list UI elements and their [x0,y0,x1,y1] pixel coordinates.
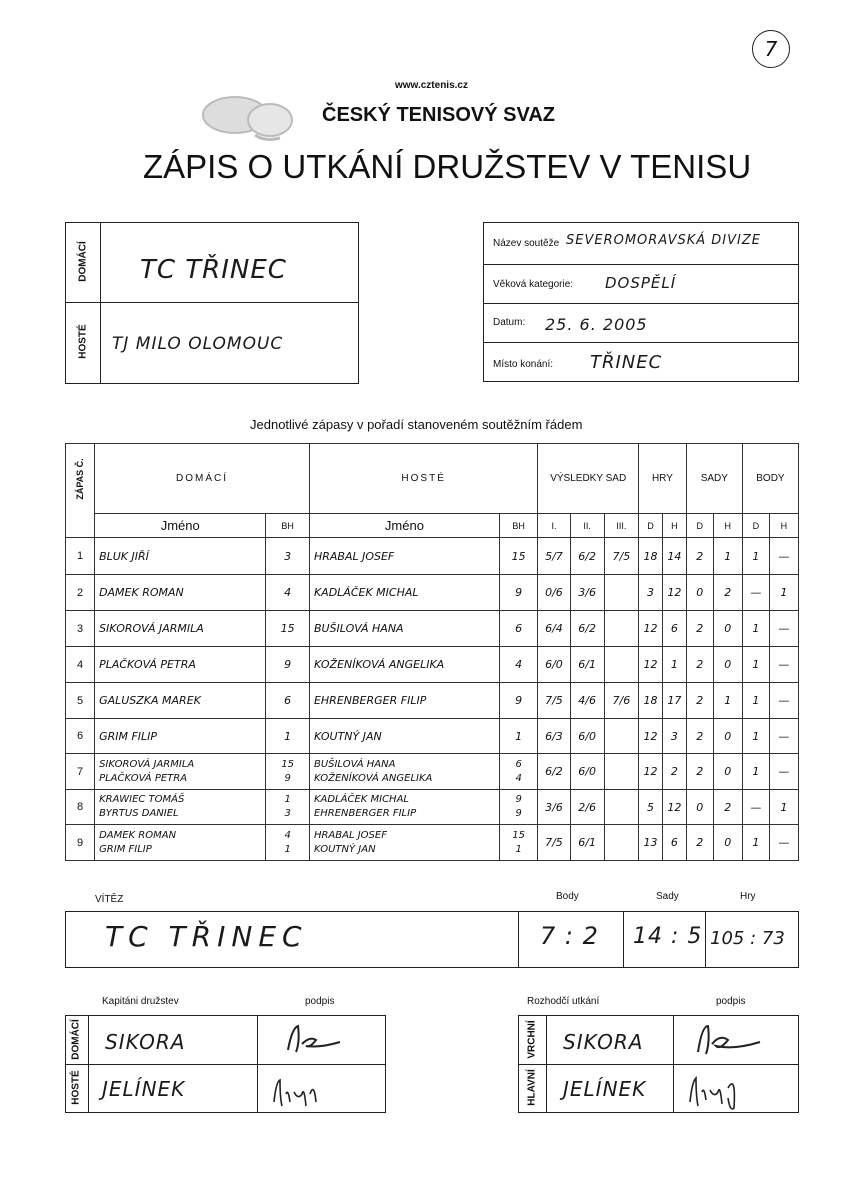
referees-sign-label: podpis [716,996,746,1007]
set3-score: 7/6 [604,683,638,719]
home-player [95,790,266,825]
guest-player: HRABAL JOSEF [309,538,499,575]
guest-player-line2: EHRENBERGER FILIP [313,808,417,819]
home-player [95,825,266,861]
table-row [66,754,799,790]
category-value: DOSPĚLÍ [605,274,677,292]
subheader-points-d: D [742,514,769,538]
set1-score: 3/6 [538,790,570,825]
games-guest: 6 [662,825,686,861]
match-number: 1 [66,538,95,575]
winner-divider-2 [623,911,624,968]
info-divider-3 [483,342,799,343]
guest-bh [499,825,537,861]
home-bh: 9 [266,647,310,683]
home-player-line1: SIKOROVÁ JARMILA [99,758,195,770]
matches-table [65,443,799,861]
set2-score: 6/1 [570,825,604,861]
games-guest: 12 [662,575,686,611]
guest-player-line1: BUŠILOVÁ HANA [313,758,396,770]
guest-bh-line2: 4 [515,772,522,784]
captain-guest-signature [268,1072,338,1117]
points-home: 1 [742,538,769,575]
set2-score: 3/6 [570,575,604,611]
games-value: 105 : 73 [710,928,785,949]
header-guest: HOSTÉ [309,444,537,514]
subheader-home-bh: BH [266,514,310,538]
guest-bh: 6 [499,611,537,647]
header-home: DOMÁCÍ [95,444,310,514]
subheader-points-h: H [769,514,798,538]
organization-name: ČESKÝ TENISOVÝ SVAZ [322,104,556,126]
header-games: HRY [639,444,687,514]
set3-score [604,825,638,861]
sets-home: 2 [686,719,713,754]
home-bh: 3 [266,538,310,575]
guest-player [309,790,499,825]
points-home: 1 [742,825,769,861]
set1-score: 6/3 [538,719,570,754]
games-guest: 17 [662,683,686,719]
table-row [66,611,799,647]
captains-divider-h [65,1064,386,1065]
home-bh-line2: 9 [284,772,291,784]
home-bh-line2: 1 [284,843,291,855]
guest-bh: 9 [499,575,537,611]
sets-guest: 2 [713,790,742,825]
referee-chief-label: HLAVNÍ [526,1069,538,1106]
subheader-set1: I. [538,514,570,538]
guest-bh: 1 [499,719,537,754]
cts-logo [195,90,305,145]
points-home: — [742,575,769,611]
sets-guest: 0 [713,754,742,790]
subheader-games-d: D [639,514,663,538]
set2-score: 6/1 [570,647,604,683]
table-row [66,647,799,683]
points-guest: 1 [769,790,798,825]
referee-chief-signature [684,1068,764,1117]
set2-score: 6/0 [570,754,604,790]
guest-player-line2: KOUTNÝ JAN [313,843,376,855]
teams-box [65,222,359,384]
table-row [66,825,799,861]
points-home: — [742,790,769,825]
table-row [66,538,799,575]
referee-main-name: SIKORA [563,1030,644,1054]
home-player: DAMEK ROMAN [95,575,266,611]
sets-home: 2 [686,538,713,575]
subheader-set3: III. [604,514,638,538]
set1-score: 6/4 [538,611,570,647]
sets-home: 2 [686,683,713,719]
home-bh: 15 [266,611,310,647]
guest-bh-line1: 9 [515,794,522,805]
guest-player: KOUTNÝ JAN [309,719,499,754]
sets-guest: 2 [713,575,742,611]
home-player-line1: KRAWIEC TOMÁŠ [99,794,185,805]
set2-score: 4/6 [570,683,604,719]
sets-guest: 1 [713,538,742,575]
guest-player [309,754,499,790]
home-bh [266,790,310,825]
place-label: Místo konání: [493,359,554,370]
games-home: 12 [639,611,663,647]
set3-score [604,647,638,683]
home-team-label: DOMÁCÍ [77,241,89,282]
set3-score [604,754,638,790]
winner-value: TC TŘINEC [105,920,308,953]
winner-divider-3 [705,911,706,968]
set3-score [604,611,638,647]
points-guest: — [769,538,798,575]
captain-guest-label: HOSTÉ [70,1070,82,1105]
sets-guest: 0 [713,719,742,754]
set3-score [604,575,638,611]
games-home: 13 [639,825,663,861]
guest-bh-line1: 15 [512,829,526,841]
referees-divider-v2 [673,1015,674,1113]
sets-guest: 0 [713,611,742,647]
points-home: 1 [742,647,769,683]
sets-home: 2 [686,647,713,683]
referee-chief-name: JELÍNEK [563,1077,647,1101]
points-value: 7 : 2 [540,922,599,950]
points-home: 1 [742,719,769,754]
set3-score: 7/5 [604,538,638,575]
points-guest: — [769,754,798,790]
points-guest: 1 [769,575,798,611]
captains-sign-label: podpis [305,996,335,1007]
match-number: 4 [66,647,95,683]
points-label: Body [556,891,579,902]
header-points: BODY [742,444,798,514]
table-row [66,683,799,719]
set2-score: 6/2 [570,538,604,575]
sets-label: Sady [656,891,679,902]
competition-label: Název soutěže [493,238,560,249]
page-title: ZÁPIS O UTKÁNÍ DRUŽSTEV V TENISU [143,148,752,185]
guest-team-name: TJ MILO OLOMOUC [112,334,284,354]
games-guest: 12 [662,790,686,825]
sets-home: 0 [686,790,713,825]
guest-player: EHRENBERGER FILIP [309,683,499,719]
guest-bh [499,790,537,825]
games-home: 12 [639,754,663,790]
set1-score: 7/5 [538,683,570,719]
captain-home-signature [280,1022,350,1063]
points-guest: — [769,647,798,683]
games-guest: 6 [662,611,686,647]
games-guest: 1 [662,647,686,683]
home-player-line2: BYRTUS DANIEL [99,808,179,819]
guest-player: BUŠILOVÁ HANA [309,611,499,647]
games-home: 12 [639,647,663,683]
home-bh-line1: 1 [284,794,291,805]
points-home: 1 [742,683,769,719]
games-guest: 3 [662,719,686,754]
captains-divider-v1 [88,1015,89,1113]
games-guest: 2 [662,754,686,790]
games-label: Hry [740,891,756,902]
set2-score: 6/2 [570,611,604,647]
home-player [95,754,266,790]
points-guest: — [769,611,798,647]
matches-heading: Jednotlivé zápasy v pořadí stanoveném soutěžním řádem [250,417,583,432]
captain-guest-name: JELÍNEK [102,1077,186,1101]
home-bh-line2: 3 [284,808,291,819]
points-guest: — [769,825,798,861]
captain-home-label: DOMÁCÍ [70,1019,82,1060]
guest-bh-line1: 6 [515,758,522,770]
captains-divider-v2 [257,1015,258,1113]
guest-bh: 15 [499,538,537,575]
guest-player: KOŽENÍKOVÁ ANGELIKA [309,647,499,683]
teams-label-divider [100,222,101,384]
set1-score: 7/5 [538,825,570,861]
home-bh [266,825,310,861]
home-player: GRIM FILIP [95,719,266,754]
date-value: 25. 6. 2005 [545,315,648,334]
guest-player-line2: KOŽENÍKOVÁ ANGELIKA [313,772,433,784]
info-divider-1 [483,264,799,265]
table-row [66,719,799,754]
points-guest: — [769,719,798,754]
referees-divider-h [518,1064,799,1065]
home-bh: 1 [266,719,310,754]
guest-bh [499,754,537,790]
points-guest: — [769,683,798,719]
guest-player-line1: KADLÁČEK MICHAL [313,794,409,805]
guest-player: KADLÁČEK MICHAL [309,575,499,611]
referees-divider-v1 [546,1015,547,1113]
games-home: 18 [639,538,663,575]
winner-divider-1 [518,911,519,968]
match-number: 2 [66,575,95,611]
guest-bh: 9 [499,683,537,719]
home-bh-line1: 4 [284,829,291,841]
points-home: 1 [742,754,769,790]
set1-score: 5/7 [538,538,570,575]
match-number: 8 [66,790,95,825]
info-divider-2 [483,303,799,304]
match-number: 9 [66,825,95,861]
sets-guest: 1 [713,683,742,719]
home-bh [266,754,310,790]
home-player-line2: GRIM FILIP [99,843,152,855]
subheader-guest-bh: BH [499,514,537,538]
home-player: PLAČKOVÁ PETRA [95,647,266,683]
table-row [66,575,799,611]
category-label: Věková kategorie: [493,279,574,290]
home-bh: 4 [266,575,310,611]
sets-home: 2 [686,754,713,790]
set1-score: 6/2 [538,754,570,790]
guest-bh-line2: 9 [515,808,522,819]
sets-home: 0 [686,575,713,611]
captains-label: Kapitáni družstev [102,996,179,1007]
set1-score: 6/0 [538,647,570,683]
guest-player-line1: HRABAL JOSEF [313,829,387,841]
referee-main-label: VRCHNÍ [526,1020,538,1059]
guest-bh-line2: 1 [515,843,522,855]
sets-home: 2 [686,611,713,647]
games-home: 12 [639,719,663,754]
header-match-no: ZÁPAS Č. [66,444,95,538]
home-player: GALUSZKA MAREK [95,683,266,719]
captain-home-name: SIKORA [105,1030,186,1054]
place-value: TŘINEC [590,352,663,373]
match-number: 5 [66,683,95,719]
set2-score: 2/6 [570,790,604,825]
games-home: 18 [639,683,663,719]
subheader-home-name: Jméno [95,514,266,538]
subheader-sets-d: D [686,514,713,538]
subheader-set2: II. [570,514,604,538]
games-guest: 14 [662,538,686,575]
points-home: 1 [742,611,769,647]
referees-label: Rozhodčí utkání [527,996,600,1007]
home-bh-line1: 15 [281,758,295,770]
subheader-sets-h: H [713,514,742,538]
sets-home: 2 [686,825,713,861]
home-player: BLUK JIŘÍ [95,538,266,575]
match-number: 7 [66,754,95,790]
table-row [66,790,799,825]
date-label: Datum: [493,317,526,328]
header-sets: SADY [686,444,742,514]
home-player: SIKOROVÁ JARMILA [95,611,266,647]
teams-divider [65,302,359,303]
subheader-games-h: H [662,514,686,538]
games-home: 5 [639,790,663,825]
match-number: 3 [66,611,95,647]
guest-player [309,825,499,861]
header-results: VÝSLEDKY SAD [538,444,639,514]
match-number: 6 [66,719,95,754]
home-player-line1: DAMEK ROMAN [99,829,177,841]
sets-guest: 0 [713,825,742,861]
sets-value: 14 : 5 [633,924,703,949]
subheader-guest-name: Jméno [309,514,499,538]
home-bh: 6 [266,683,310,719]
winner-label: VÍTĚZ [95,894,124,905]
competition-value: SEVEROMORAVSKÁ DIVIZE [566,233,761,248]
set3-score [604,790,638,825]
website-url: www.cztenis.cz [395,80,468,91]
home-team-name: TC TŘINEC [140,255,287,285]
set2-score: 6/0 [570,719,604,754]
set1-score: 0/6 [538,575,570,611]
home-player-line2: PLAČKOVÁ PETRA [99,772,188,784]
set3-score [604,719,638,754]
page-number: 7 [752,30,790,68]
referee-main-signature [690,1022,770,1063]
sets-guest: 0 [713,647,742,683]
games-home: 3 [639,575,663,611]
guest-team-label: HOSTÉ [77,324,89,359]
guest-bh: 4 [499,647,537,683]
